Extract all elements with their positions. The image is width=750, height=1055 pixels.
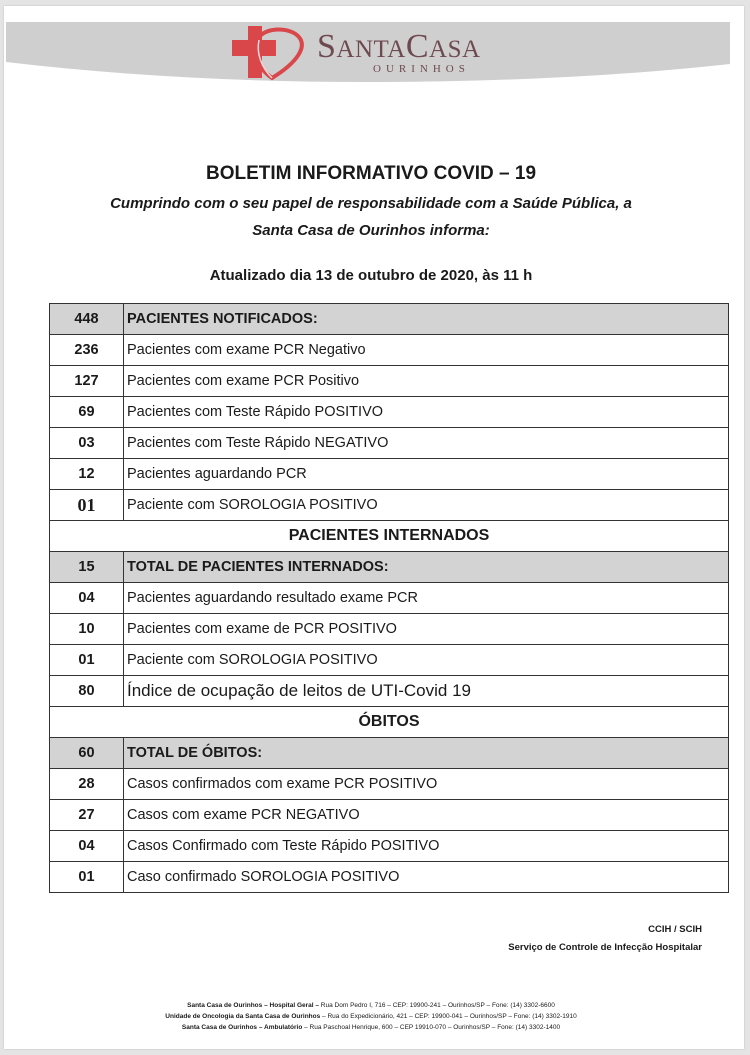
footer-address: – Rua Paschoal Henrique, 600 – CEP 19910-070 – Ourinhos/SP – Fone: (14) 3302-1400 (302, 1024, 561, 1031)
footer-address: – Rua do Expedicionário, 421 – CEP: 19900-041 – Ourinhos/SP – Fone: (14) 3302-1910 (320, 1013, 577, 1020)
value-cell: 27 (50, 800, 124, 831)
updated-date: Atualizado dia 13 de outubro de 2020, às 11 h (209, 267, 533, 284)
value-cell: 28 (50, 769, 124, 800)
value-cell: 448 (50, 304, 124, 335)
label-cell: TOTAL DE ÓBITOS: (124, 738, 729, 769)
value-cell: 12 (50, 459, 124, 490)
footer-unit-name: Unidade de Oncologia da Santa Casa de Ourinhos (165, 1013, 321, 1020)
value-cell: 236 (50, 335, 124, 366)
label-cell: Casos com exame PCR NEGATIVO (124, 800, 729, 831)
table-row (50, 335, 729, 366)
bulletin-subtitle-line2: Santa Casa de Ourinhos informa: (252, 222, 490, 239)
label-cell: Pacientes com Teste Rápido POSITIVO (124, 397, 729, 428)
label-cell: Pacientes com exame PCR Positivo (124, 366, 729, 397)
section-title: PACIENTES INTERNADOS (50, 521, 729, 552)
value-cell: 01 (50, 490, 124, 521)
table-row (50, 366, 729, 397)
value-cell: 04 (50, 583, 124, 614)
label-cell: Índice de ocupação de leitos de UTI-Covid 19 (124, 676, 729, 707)
value-cell: 80 (50, 676, 124, 707)
table-row (50, 769, 729, 800)
table-row-total-hospitalized (50, 552, 729, 583)
table-row (50, 862, 729, 893)
table-row (50, 459, 729, 490)
table-row (50, 614, 729, 645)
table-row (50, 831, 729, 862)
covid-stats-table (49, 303, 729, 893)
footer-line (0, 1000, 746, 1011)
table-row (50, 490, 729, 521)
table-row (50, 428, 729, 459)
label-cell: Casos Confirmado com Teste Rápido POSITIVO (124, 831, 729, 862)
footer-address: Rua Dom Pedro I, 716 – CEP: 19900-241 – Ourinhos/SP – Fone: (14) 3302-6600 (319, 1002, 555, 1009)
value-cell: 15 (50, 552, 124, 583)
label-cell: Casos confirmados com exame PCR POSITIVO (124, 769, 729, 800)
label-cell: Paciente com SOROLOGIA POSITIVO (124, 645, 729, 676)
value-cell: 01 (50, 862, 124, 893)
value-cell: 01 (50, 645, 124, 676)
footer-line (0, 1011, 746, 1022)
logo-subtitle: OURINHOS (373, 63, 470, 75)
section-header-hospitalized (50, 521, 729, 552)
value-cell: 04 (50, 831, 124, 862)
value-cell: 127 (50, 366, 124, 397)
value-cell: 69 (50, 397, 124, 428)
section-title: ÓBITOS (50, 707, 729, 738)
santa-casa-logo (222, 22, 512, 82)
label-cell: Pacientes aguardando PCR (124, 459, 729, 490)
signature-service: Serviço de Controle de Infecção Hospitalar (508, 942, 702, 953)
label-cell: Pacientes com exame de PCR POSITIVO (124, 614, 729, 645)
red-cross-heart-icon (228, 24, 308, 82)
label-cell: TOTAL DE PACIENTES INTERNADOS: (124, 552, 729, 583)
table-row-total-notified (50, 304, 729, 335)
table-row (50, 645, 729, 676)
value-cell: 03 (50, 428, 124, 459)
label-cell: Pacientes com Teste Rápido NEGATIVO (124, 428, 729, 459)
table-row-total-deaths (50, 738, 729, 769)
table-row (50, 583, 729, 614)
footer-unit-name: Santa Casa de Ourinhos – Hospital Geral – (187, 1002, 319, 1009)
value-cell: 10 (50, 614, 124, 645)
table-row (50, 800, 729, 831)
table-row (50, 397, 729, 428)
bulletin-subtitle-line1: Cumprindo com o seu papel de responsabilidade com a Saúde Pública, a (110, 195, 632, 212)
logo-wordmark: SANTACASA (317, 28, 481, 65)
footer-unit-name: Santa Casa de Ourinhos – Ambulatório (181, 1024, 303, 1031)
label-cell: Pacientes com exame PCR Negativo (124, 335, 729, 366)
footer-addresses (0, 1000, 746, 1033)
value-cell: 60 (50, 738, 124, 769)
label-cell: Pacientes aguardando resultado exame PCR (124, 583, 729, 614)
table-row (50, 676, 729, 707)
label-cell: Paciente com SOROLOGIA POSITIVO (124, 490, 729, 521)
label-cell: PACIENTES NOTIFICADOS: (124, 304, 729, 335)
bulletin-title: BOLETIM INFORMATIVO COVID – 19 (205, 163, 537, 184)
signature-dept: CCIH / SCIH (648, 924, 702, 935)
footer-line (0, 1022, 746, 1033)
section-header-deaths (50, 707, 729, 738)
label-cell: Caso confirmado SOROLOGIA POSITIVO (124, 862, 729, 893)
